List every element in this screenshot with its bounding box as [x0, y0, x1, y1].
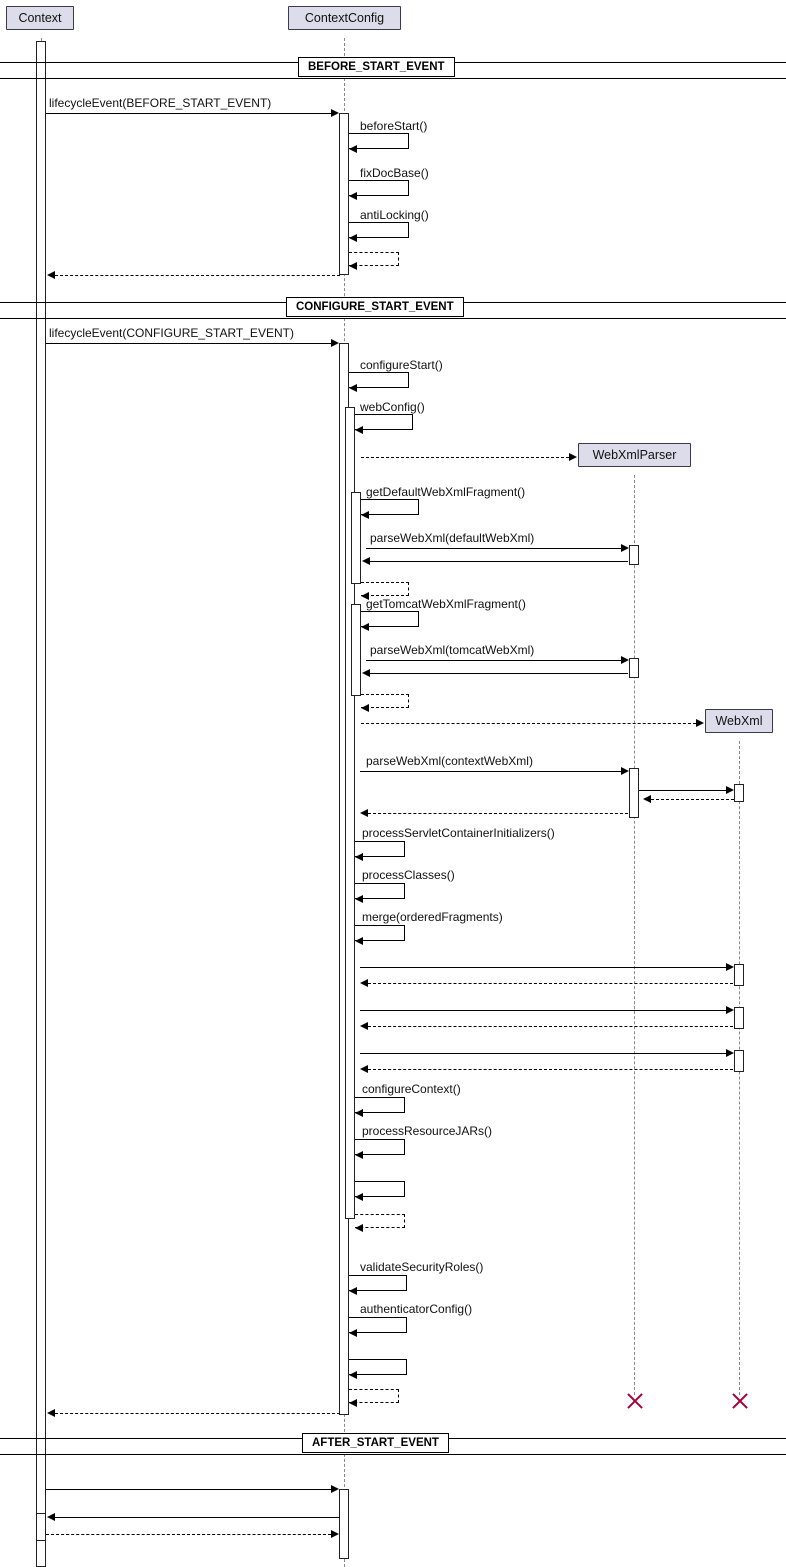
arrowhead-icon — [331, 109, 339, 117]
self-message-box — [349, 1359, 407, 1375]
return-arrow — [370, 673, 628, 674]
self-message-box — [361, 611, 419, 627]
arrowhead-icon — [349, 192, 357, 200]
arrowhead-icon — [355, 1224, 363, 1232]
message-label: getTomcatWebXmlFragment() — [366, 597, 526, 611]
arrowhead-icon — [569, 453, 577, 461]
participant-webxml[interactable]: WebXml — [705, 709, 773, 733]
message-label: parseWebXml(defaultWebXml) — [370, 531, 535, 545]
arrowhead-icon — [362, 669, 370, 677]
divider-line-configure-start-2 — [0, 318, 786, 319]
message-label: parseWebXml(contextWebXml) — [366, 754, 533, 768]
arrowhead-icon — [331, 339, 339, 347]
arrowhead-icon — [726, 1049, 734, 1057]
message-label: processClasses() — [362, 868, 455, 882]
message-label: configureStart() — [360, 358, 443, 372]
arrowhead-icon — [349, 1399, 357, 1407]
divider-label-configure-start: CONFIGURE_START_EVENT — [286, 297, 464, 317]
arrowhead-icon — [726, 1006, 734, 1014]
return-arrow — [55, 275, 340, 276]
divider-line-before-start-2 — [0, 78, 786, 79]
arrowhead-icon — [47, 271, 55, 279]
message-label: processServletContainerInitializers() — [362, 826, 555, 840]
message-arrow — [46, 343, 331, 344]
arrowhead-icon — [331, 1485, 339, 1493]
message-label: getDefaultWebXmlFragment() — [366, 485, 526, 499]
arrowhead-icon — [355, 426, 363, 434]
message-arrow — [366, 548, 621, 549]
return-arrow — [368, 1026, 733, 1027]
create-message-arrow — [361, 723, 696, 724]
arrowhead-icon — [355, 895, 363, 903]
return-arrow — [46, 1534, 331, 1535]
arrowhead-icon — [360, 1065, 368, 1073]
arrowhead-icon — [361, 704, 369, 712]
message-label: fixDocBase() — [360, 166, 429, 180]
self-message-box — [349, 1275, 407, 1291]
lifeline-webxmlparser — [634, 475, 635, 1395]
activation-webxmlparser-default — [629, 545, 639, 565]
message-arrow — [360, 967, 726, 968]
arrowhead-icon — [621, 767, 629, 775]
self-message-box — [349, 372, 409, 388]
message-arrow — [46, 1489, 331, 1490]
message-arrow — [55, 1517, 340, 1518]
arrowhead-icon — [355, 853, 363, 861]
arrowhead-icon — [349, 1329, 357, 1337]
message-label: lifecycleEvent(CONFIGURE_START_EVENT) — [49, 326, 294, 340]
message-arrow — [360, 771, 621, 772]
message-label: lifecycleEvent(BEFORE_START_EVENT) — [49, 96, 272, 110]
message-label: merge(orderedFragments) — [362, 910, 503, 924]
arrowhead-icon — [47, 1409, 55, 1417]
arrowhead-icon — [361, 511, 369, 519]
arrowhead-icon — [47, 1513, 55, 1521]
arrowhead-icon — [726, 786, 734, 794]
message-label: configureContext() — [362, 1082, 461, 1096]
activation-context-before — [36, 41, 46, 1567]
message-arrow — [639, 790, 726, 791]
message-label: parseWebXml(tomcatWebXml) — [370, 643, 535, 657]
arrowhead-icon — [361, 623, 369, 631]
divider-label-after-start: AFTER_START_EVENT — [302, 1433, 449, 1453]
activation-context-setdocbase — [36, 1513, 46, 1541]
return-arrow — [368, 813, 628, 814]
message-arrow — [46, 113, 331, 114]
message-label: authenticatorConfig() — [360, 1302, 473, 1316]
message-label: validateSecurityRoles() — [360, 1260, 484, 1274]
arrowhead-icon — [726, 963, 734, 971]
arrowhead-icon — [360, 979, 368, 987]
arrowhead-icon — [355, 1109, 363, 1117]
message-arrow — [360, 1053, 726, 1054]
return-arrow — [370, 561, 628, 562]
arrowhead-icon — [355, 1193, 363, 1201]
participant-webxmlparser[interactable]: WebXmlParser — [578, 443, 691, 467]
self-message-box — [361, 499, 419, 515]
arrowhead-icon — [349, 1371, 357, 1379]
activation-webxml-parse — [734, 784, 744, 802]
self-message-box — [349, 133, 409, 149]
arrowhead-icon — [362, 557, 370, 565]
self-message-box — [349, 1317, 407, 1333]
return-arrow — [368, 983, 733, 984]
activation-contextconfig-getdefault — [351, 492, 361, 584]
arrowhead-icon — [621, 544, 629, 552]
arrowhead-icon — [331, 1530, 339, 1538]
activation-contextconfig-after — [339, 1489, 349, 1559]
activation-contextconfig-gettomcat — [351, 604, 361, 696]
message-label: beforeStart() — [360, 119, 428, 133]
arrowhead-icon — [621, 656, 629, 664]
arrowhead-icon — [355, 937, 363, 945]
destroy-marker-webxml — [731, 1392, 749, 1410]
create-message-arrow — [361, 457, 569, 458]
message-label: processResourceJARs() — [362, 1124, 493, 1138]
arrowhead-icon — [696, 719, 704, 727]
divider-line-after-start-2 — [0, 1454, 786, 1455]
arrowhead-icon — [349, 262, 357, 270]
self-message-box — [349, 180, 409, 196]
arrowhead-icon — [360, 809, 368, 817]
message-arrow — [360, 1010, 726, 1011]
arrowhead-icon — [349, 145, 357, 153]
participant-contextconfig[interactable]: ContextConfig — [288, 6, 401, 30]
message-label: webConfig() — [360, 400, 425, 414]
divider-label-before-start: BEFORE_START_EVENT — [298, 57, 455, 77]
activation-webxml-merge2 — [734, 1007, 744, 1029]
message-arrow — [366, 660, 621, 661]
arrowhead-icon — [349, 234, 357, 242]
self-message-box — [349, 222, 409, 238]
activation-contextconfig-before — [339, 113, 349, 275]
arrowhead-icon — [355, 1151, 363, 1159]
return-arrow — [651, 799, 734, 800]
arrowhead-icon — [349, 1287, 357, 1295]
participant-context[interactable]: Context — [6, 6, 74, 30]
destroy-marker-webxmlparser — [626, 1392, 644, 1410]
self-message-box — [355, 414, 413, 430]
return-arrow — [368, 1069, 733, 1070]
arrowhead-icon — [360, 1022, 368, 1030]
activation-webxml-merge1 — [734, 964, 744, 986]
message-label: antiLocking() — [360, 208, 429, 222]
activation-webxml-merge3 — [734, 1050, 744, 1072]
arrowhead-icon — [643, 795, 651, 803]
activation-webxmlparser-context — [629, 768, 639, 818]
return-arrow — [55, 1413, 340, 1414]
activation-webxmlparser-tomcat — [629, 658, 639, 678]
arrowhead-icon — [349, 384, 357, 392]
